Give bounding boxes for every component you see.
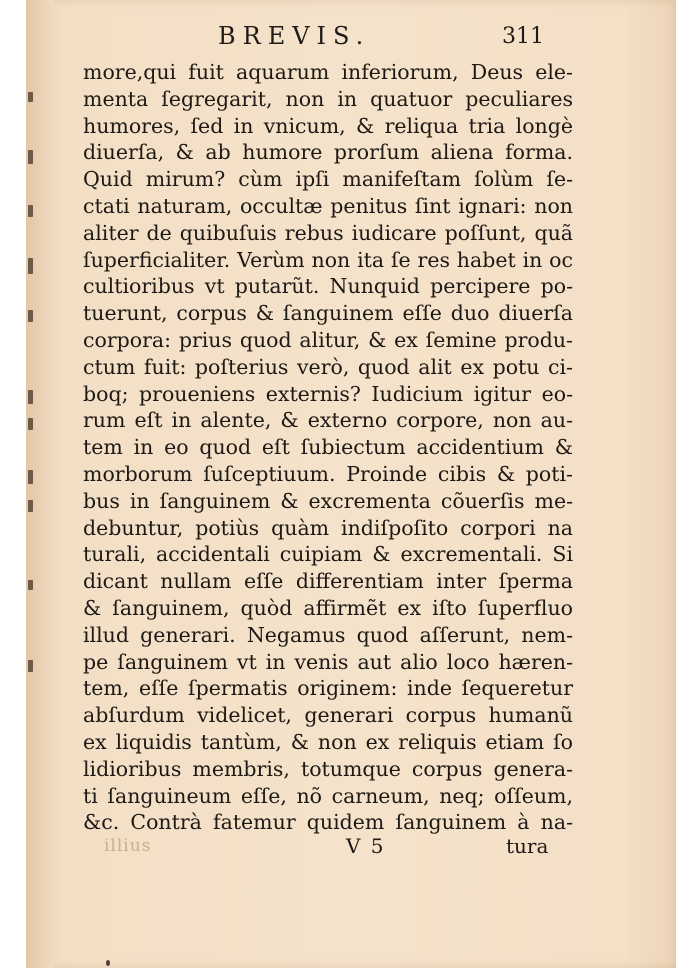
gutter-mark bbox=[28, 310, 33, 322]
gutter-mark bbox=[28, 205, 33, 217]
text-line: lidioribus membris, totumque corpus genera- bbox=[83, 756, 573, 781]
text-line: ex liquidis tantùm, & non ex reliquis etiam ſo bbox=[83, 729, 573, 754]
gutter-mark bbox=[28, 470, 33, 484]
gutter-mark bbox=[28, 150, 33, 164]
text-line: menta ſegregarit, non in quatuor peculiares bbox=[83, 86, 573, 111]
gutter-mark bbox=[28, 580, 33, 590]
gutter-mark bbox=[28, 500, 33, 512]
gutter-mark bbox=[28, 660, 33, 672]
gutter-mark bbox=[28, 418, 33, 430]
page-number: 311 bbox=[502, 24, 544, 49]
ink-speck bbox=[106, 960, 110, 966]
text-line: &c. Contrà fatemur quidem ſanguinem à na- bbox=[83, 810, 573, 835]
text-line: pe ſanguinem vt in venis aut alio loco hæren- bbox=[83, 649, 573, 674]
signature-mark: V 5 bbox=[346, 834, 386, 858]
text-line: ſuperficialiter. Verùm non ita ſe res habet in oc bbox=[83, 247, 573, 272]
text-line: humores, ſed in vnicum, & reliqua tria longè bbox=[83, 113, 573, 138]
running-head: BREVIS. bbox=[218, 22, 371, 50]
text-line: corpora: prius quod alitur, & ex ſemine produ- bbox=[83, 327, 573, 352]
text-line: debuntur, potiùs quàm indiſpoſito corpori na bbox=[83, 515, 573, 540]
text-line: ti ſanguineum eſſe, nõ carneum, neq; oſſeum, bbox=[83, 783, 573, 808]
text-line: tem in eo quod eſt ſubiectum accidentium & bbox=[83, 435, 573, 460]
page-header bbox=[26, 22, 676, 56]
text-line: Quid mirum? cùm ipſi manifeſtam ſolùm ſe- bbox=[83, 167, 573, 192]
text-line: morborum ſuſceptiuum. Proinde cibis & poti- bbox=[83, 461, 573, 486]
text-line: & ſanguinem, quòd affirmẽt ex iſto ſuperfluo bbox=[83, 595, 573, 620]
text-line: ctum fuit: poſterius verò, quod alit ex potu ci- bbox=[83, 354, 573, 379]
text-line: more,qui fuit aquarum inferiorum, Deus ele- bbox=[83, 60, 573, 84]
binding-gutter bbox=[26, 0, 54, 968]
scan-margin bbox=[0, 0, 24, 976]
text-line: dicant nullam eſſe differentiam inter ſperma bbox=[83, 569, 573, 594]
gutter-mark bbox=[28, 390, 33, 404]
text-line: cultioribus vt putarũt. Nunquid percipere po- bbox=[83, 274, 573, 299]
text-line: abſurdum videlicet, generari corpus humanũ bbox=[83, 703, 573, 728]
book-page bbox=[26, 0, 676, 968]
text-line: tuerunt, corpus & ſanguinem eſſe duo diuerſa bbox=[83, 301, 573, 326]
text-line: diuerſa, & ab humore prorſum aliena forma. bbox=[83, 140, 573, 165]
body-text bbox=[83, 59, 573, 836]
text-line: illud generari. Negamus quod aſſerunt, nem- bbox=[83, 622, 573, 647]
catchword: tura bbox=[506, 834, 549, 858]
faded-bleed-text: illius bbox=[104, 836, 152, 856]
text-line: ctati naturam, occultæ penitus ſint ignari: non bbox=[83, 193, 573, 218]
text-line: bus in ſanguinem & excrementa cõuerſis me- bbox=[83, 488, 573, 513]
text-line: rum eſt in alente, & externo corpore, non au- bbox=[83, 408, 573, 433]
gutter-mark bbox=[28, 92, 33, 102]
text-line: tem, eſſe ſpermatis originem: inde ſequeretur bbox=[83, 676, 573, 701]
text-line: aliter de quibuſuis rebus iudicare poſſunt, quã bbox=[83, 220, 573, 245]
text-line: turali, accidentali cuipiam & excrementali. Si bbox=[83, 542, 573, 567]
text-line: boq; proueniens externis? Iudicium igitur eo- bbox=[83, 381, 573, 406]
gutter-mark bbox=[28, 258, 33, 274]
